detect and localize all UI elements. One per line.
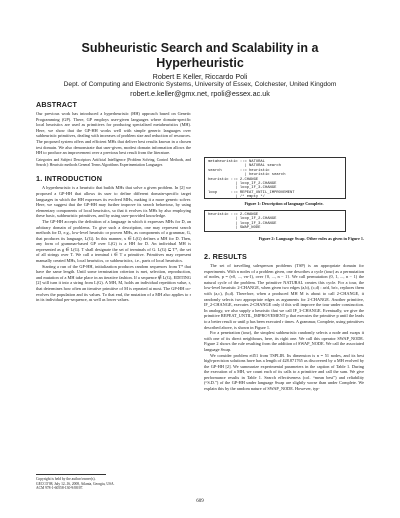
figure-1-grammar: metaheuristic ::= NATURAL | NATURAL search search ::= heuristic | heuristic search heuristic ::= 2-CHANGE | loop_IF_2-CHANGE | loop_IF_3-CHANGE loop ::= REPEAT_UNTIL_IMPROVEMENT | /* empty */ bbox=[208, 160, 295, 200]
intro-heading: 1. INTRODUCTION bbox=[36, 174, 103, 184]
results-heading: 2. RESULTS bbox=[204, 252, 248, 261]
title-line-1: Subheuristic Search and Scalability in a bbox=[81, 41, 319, 55]
abstract-text: Our previous work has introduced a hyperheuristic (HH) approach based on Genetic Programming (GP). There, GP employs user-given languages where domain-specific local heuristics are used as primitives for producing specialised metaheuristics (MH). Here, we show that the GP-HH works well with simple generic languages over subheuristic primitives, dealing with increases of problem size and reduction of resources. The proposed system offers and efficient MHs that deliver best results known in a chosen test domain. We also demonstrate that user-given, modest domain information allows the HH to produce an improvement over a previous best result from the literature. bbox=[36, 111, 192, 156]
categories-text: Categories and Subject Descriptors Artificial Intelligence [Problem Solving, Control Methods, and Search]: Heuristic methods General Terms Algorithms Experimentation Languages bbox=[36, 157, 191, 167]
figure-2-box bbox=[204, 210, 346, 232]
figure-2-caption: Figure 2: Language Swap. Other rules as given in Figure 1. bbox=[258, 236, 364, 241]
copyright-footnote bbox=[36, 477, 196, 491]
intro-paragraph-1: A hyperheuristic is a heuristic that builds MHs that solve a given problem. In [2] we proposed a GP-HH that allows its user to define different domain-specific target languages in which the HH expresses its evolved MHs, making it a more generic solver. Here, we suggest that the GP-HH may further improve its search behaviour, by using elementary components of local heuristics, so that it evolves its MHs by also employing these basic, subheuristic primitives, and by using user-provided knowledge. bbox=[36, 185, 191, 219]
intro-paragraph-3: Starting a run of the GP-HH, initialization produces random sequences from T* that have the same length. Until some termination criterion is met, selection, reproduction, and mutation of a MH take place in an iterative fashion. If a sequence ∉ L(G), EDITING [2] will turn it into a string from L(G). A MH, M, holds an individual repetition value, r, that determines how often an iterative primitive of M is repeated at most. The GP-HH co-evolves the population and its values. To that end, the mutation of a MH also applies to r in its individual per-sequence, as well as lower values. bbox=[36, 263, 191, 303]
figure-1-box bbox=[204, 157, 346, 199]
author-names: Robert E Keller, Riccardo Poli bbox=[152, 72, 248, 81]
figure-2-grammar: heuristic ::= 2-CHANGE | loop_IF_2-CHANGE | loop_IF_3-CHANGE | SWAP_NODE bbox=[208, 213, 277, 231]
venue-line: GECCO'08, July 12–16, 2008, Atlanta, Georgia, USA. bbox=[36, 481, 115, 486]
paper-title bbox=[0, 41, 400, 71]
title-line-2: Hyperheuristic bbox=[156, 56, 244, 70]
author-block bbox=[0, 72, 400, 98]
author-emails: robert.e.keller@gmx.net, rpoli@essex.ac.uk bbox=[130, 89, 270, 98]
intro-paragraph-2: The GP-HH accepts the definition of a language in which it expresses MHs for D, an arbitrary domain of problems. To give such a description, one may represent search methods for D, e.g., low-level heuristic or proven MHs, as components of a grammar, G, that produces its language, L(G). In this manner, x ∈ L(G) defines a MH for D. Then, any form of grammar-based GP over L(G) is a HH for D. An individual MH is represented as g ∈ L(G). T shall designate the set of terminals of G. L(G) ⊆ T*, the set of all strings over T. We call a terminal t ∈ T a primitive. Primitives may represent manually created MHs, local heuristics, or subheuristics, i.e., parts of local heuristics. bbox=[36, 218, 191, 264]
abstract-heading: ABSTRACT bbox=[36, 100, 78, 109]
copyright-line: Copyright is held by the author/owner(s). bbox=[36, 477, 96, 481]
results-paragraph-3: We consider problem eil51 from TSPLIB. Its dimension is n = 51 nodes, and its best high-precision solutions have has a length of 428.871765 as discovered by a MH evolved by the GP-HH [2]. We summarize experimental parameters in the caption of Table 1. During the execution of a MH, we count each of its calls to a primitive and call the sum. We give performance results in Table 1. Search effectiveness (col. “mean best”) and reliability (“S.D.”) of the GP-HH under language Swap are slightly worse than under Complete. We explain this by the random nature of SWAP_NODE. However, typ- bbox=[204, 352, 364, 392]
results-paragraph-1: The set of travelling salesperson problems (TSP) is an appropriate domain for experiments. With n nodes of a problem given, one describes a cycle (tour) as a permutation of nodes, p = (v0, ..., vn-1), over {0, ..., n − 1}. We call permutation (0, 1, ..., n − 1) the natural cycle of the problem. The primitive NATURAL creates this cycle. For a tour, the low-level heuristic 2-CHANGE, when given two edges (a,b), (c,d) : a≠d, b≠c, replaces them with (a,c), (b,d). Therefore, when a produced MH M is about to call 2-CHANGE, it randomly selects two appropriate edges as arguments for 2-CHANGE. Another primitive, IF_2-CHANGE, executes 2-CHANGE only if this will improve the tour under construction. In analogy, we also supply a heuristic that we call IF_3-CHANGE. Eventually, we give the primitive REPEAT_UNTIL_IMPROVEMENT p that executes the primitive p until the leads to a better result or until p has been executed r times. A grammar, Complete, using primitives described above, is shown in Figure 1. bbox=[204, 263, 364, 330]
affiliation: Dept. of Computing and Electronic Systems, University of Essex, Colchester, United Kingdom bbox=[63, 81, 337, 88]
footnote-rule bbox=[36, 474, 106, 475]
figure-1-caption: Figure 1: Description of language Complete. bbox=[244, 201, 324, 206]
left-column bbox=[36, 100, 191, 303]
results-paragraph-2: For a penetration (tour), the simplest subheuristic randomly selects a node and swaps it with one of its direct neighbours, here, its right one. We call this operator SWAP_NODE. Figure 2 shows the rule resulting from the addition of SWAP_NODE. We call the associated language Swap. bbox=[204, 330, 364, 352]
page-number: 609 bbox=[196, 499, 204, 504]
right-column bbox=[204, 252, 364, 392]
acm-line: ACM 978-1-60558-130-9/08/07. bbox=[36, 486, 84, 490]
